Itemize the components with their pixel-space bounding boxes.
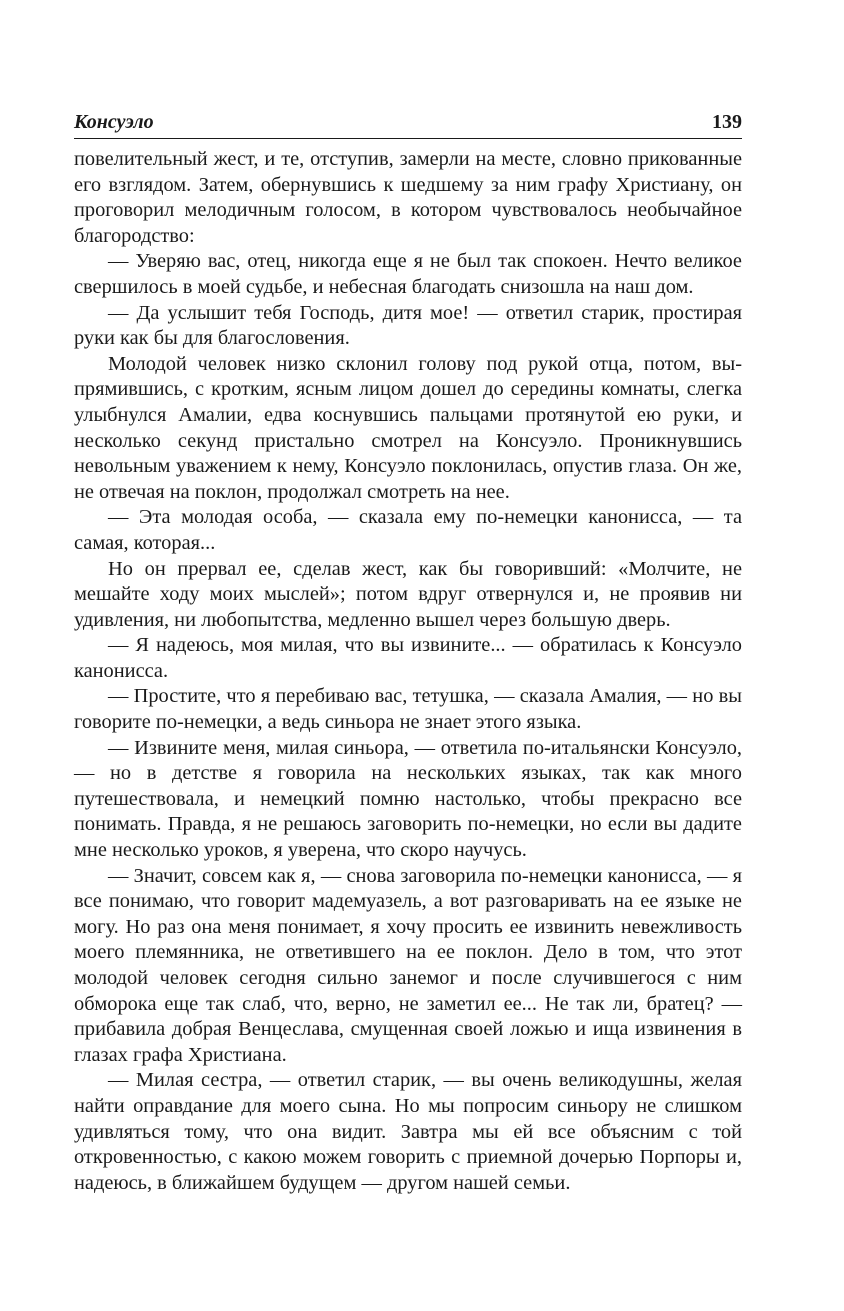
- paragraph: Но он прервал ее, сделав жест, как бы говоривший: «Молчите, не мешайте ходу моих мыслей»; потом вдруг отвернулся и, не проявив ни удивления, ни любопытства, медленно вышел через большую дверь.: [74, 557, 742, 631]
- paragraph: — Да услышит тебя Господь, дитя мое! — ответил старик, простирая руки как бы для благословения.: [74, 301, 742, 350]
- paragraph: Молодой человек низко склонил голову под рукой отца, потом, выпрямившись, с кротким, ясным лицом дошел до середины комнаты, слегка улыбнулся Амалии, едва коснувшись пальцами протянутой ею руки, и несколько секунд пристально смотрел на Консуэло. Проникнувшись невольным уважением к нему, Консуэло поклонилась, опустив глаза. Он же, не отвечая на поклон, продолжал смотреть на нее.: [74, 352, 742, 503]
- paragraph: — Эта молодая особа, — сказала ему по-немецки канонисса, — та самая, которая...: [74, 506, 742, 554]
- book-page: [74, 108, 742, 1196]
- paragraph: — Извините меня, милая синьора, — ответила по-итальянски Консуэло, — но в детстве я говорила на нескольких языках, так как много путешествовала, и немецкий помню настолько, чтобы прекрасно все понимать. Правда, я не решаюсь заговорить по-немецки, но если вы дадите мне несколько уроков, я уверена, что скоро научусь.: [74, 736, 742, 862]
- running-header: [74, 108, 742, 139]
- paragraph: — Я надеюсь, моя милая, что вы извините... — обратилась к Консуэло канонисса.: [74, 634, 742, 682]
- paragraph: — Значит, совсем как я, — снова заговорила по-немецки канонисса, — я все понимаю, что говорит мадемуазель, а вот разговаривать на ее языке не могу. Но раз она меня понимает, я хочу просить ее извинить невежливость моего племянника, не ответившего на ее поклон. Дело в том, что этот молодой человек сегодня сильно занемог и после случившегося с ним обморока еще так слаб, что, верно, не заметил ее... Не так ли, братец? — прибавила добрая Венцеслава, смущенная своей ложью и ища извинения в глазах графа Христиана.: [74, 864, 742, 1066]
- paragraph: — Простите, что я перебиваю вас, тетушка, — сказала Амалия, — но вы говорите по-немецки, а ведь синьора не знает этого языка.: [74, 685, 742, 734]
- paragraph: — Милая сестра, — ответил старик, — вы очень великодушны, желая найти оправдание для моего сына. Но мы попросим синьору не слишком удивляться тому, что она видит. Завтра мы ей все объясним с той откровенностью, с какою можем говорить с приемной дочерью Порпоры и, надеюсь, в ближайшем будущем — другом нашей семьи.: [74, 1069, 742, 1194]
- paragraph: — Уверяю вас, отец, никогда еще я не был так спокоен. Нечто великое свершилось в моей судьбе, и небесная благодать снизошла на наш дом.: [74, 250, 742, 298]
- book-title: Консуэло: [74, 111, 154, 133]
- paragraph: повелительный жест, и те, отступив, замерли на месте, словно прикованные его взглядом. Затем, обернувшись к шедшему за ним графу Христиану, он проговорил мелодичным голосом, в котором чувствовалось необычайное благородство:: [74, 148, 742, 247]
- page-number: 139: [712, 111, 742, 133]
- body-text: [74, 147, 742, 1196]
